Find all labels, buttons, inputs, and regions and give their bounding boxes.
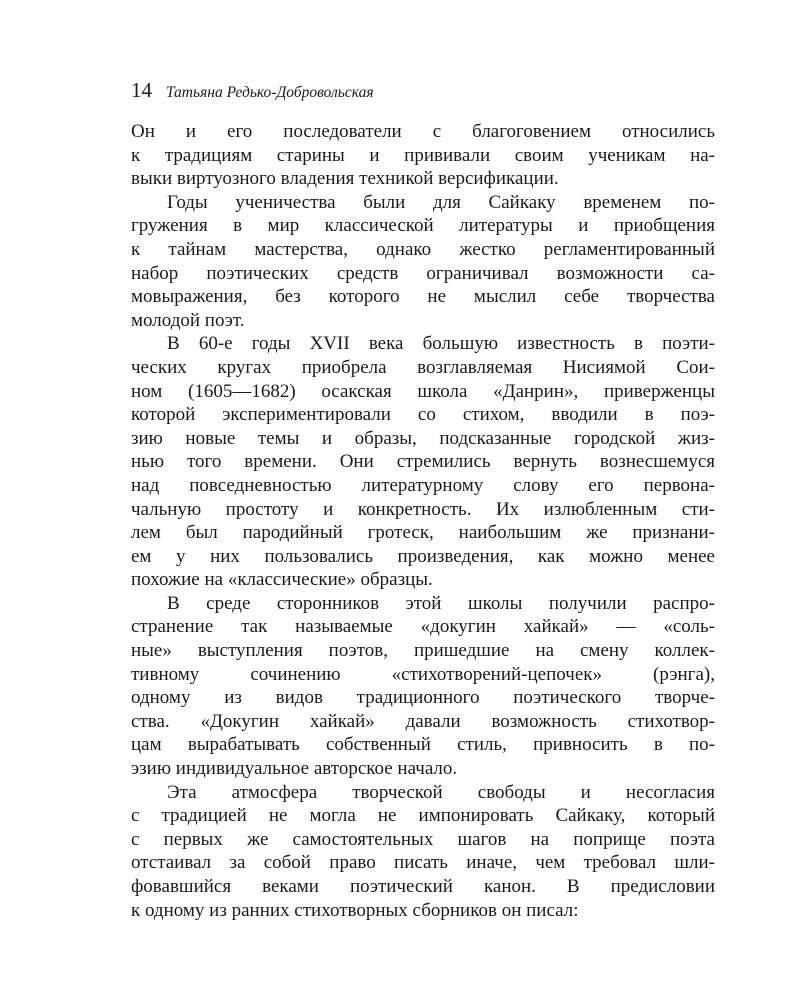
text-line: чальную простоту и конкретность. Их излюбленным сти-	[131, 498, 715, 520]
text-line: тивному сочинению «стихотворений-цепочек» (рэнга),	[131, 663, 715, 685]
paragraph	[131, 120, 715, 191]
text-line: ном (1605—1682) осакская школа «Данрин», приверженцы	[131, 380, 715, 402]
text-line: отстаивал за собой право писать иначе, чем требовал шли-	[131, 852, 715, 874]
text-line: похожие на «классические» образцы.	[131, 569, 433, 591]
text-line: к одному из ранних стихотворных сборников он писал:	[131, 899, 579, 921]
text-line: Эта атмосфера творческой свободы и несогласия	[167, 781, 715, 803]
text-line: Годы ученичества были для Сайкаку временем по-	[167, 191, 715, 213]
paragraph	[131, 191, 715, 333]
text-line: ческих кругах приобрела возглавляемая Нисиямой Сои-	[131, 356, 715, 378]
running-head-author: Татьяна Редько-Добровольская	[166, 84, 374, 101]
text-line: мовыражения, без которого не мыслил себе творчества	[131, 286, 715, 308]
paragraph	[131, 332, 715, 592]
text-line: одному из видов традиционного поэтического творче-	[131, 687, 715, 709]
page-number: 14	[131, 78, 152, 102]
paragraph	[131, 592, 715, 781]
text-line: нью того времени. Они стремились вернуть вознесшемуся	[131, 451, 715, 473]
text-line: молодой поэт.	[131, 309, 245, 331]
text-line: выки виртуозного владения техникой версификации.	[131, 168, 559, 190]
text-line: Он и его последователи с благоговением относились	[131, 121, 715, 142]
text-line: цам вырабатывать собственный стиль, привносить в по-	[131, 734, 715, 756]
book-page	[131, 78, 715, 922]
text-line: набор поэтических средств ограничивал возможности са-	[131, 262, 715, 284]
text-line: ем у них пользовались произведения, как можно менее	[131, 545, 715, 567]
text-line: ные» выступления поэтов, пришедшие на смену коллек-	[131, 640, 715, 662]
text-line: с первых же самостоятельных шагов на поприще поэта	[131, 828, 715, 850]
text-line: которой экспериментировали со стихом, вводили в поэ-	[131, 404, 715, 426]
body-text	[131, 120, 715, 922]
text-line: фовавшийся веками поэтический канон. В предисловии	[131, 876, 715, 897]
text-line: В среде сторонников этой школы получили распро-	[167, 592, 715, 614]
text-line: эзию индивидуальное авторское начало.	[131, 758, 458, 780]
text-line: гружения в мир классической литературы и приобщения	[131, 215, 715, 237]
running-head	[131, 78, 715, 112]
text-line: с традицией не могла не импонировать Сайкаку, который	[131, 805, 715, 827]
text-line: ства. «Докугин хайкай» давали возможность стихотвор-	[131, 710, 715, 732]
text-line: зию новые темы и образы, подсказанные городской жиз-	[131, 427, 715, 449]
text-line: к традициям старины и прививали своим ученикам на-	[131, 144, 715, 166]
text-line: к тайнам мастерства, однако жестко регламентированный	[131, 238, 715, 260]
text-line: над повседневностью литературному слову его первона-	[131, 474, 715, 496]
text-line: лем был пародийный гротеск, наибольшим же признани-	[131, 522, 715, 544]
paragraph	[131, 781, 715, 923]
text-line: странение так называемые «докугин хайкай» — «соль-	[131, 616, 715, 638]
text-line: В 60-е годы XVII века большую известность в поэти-	[167, 333, 715, 355]
